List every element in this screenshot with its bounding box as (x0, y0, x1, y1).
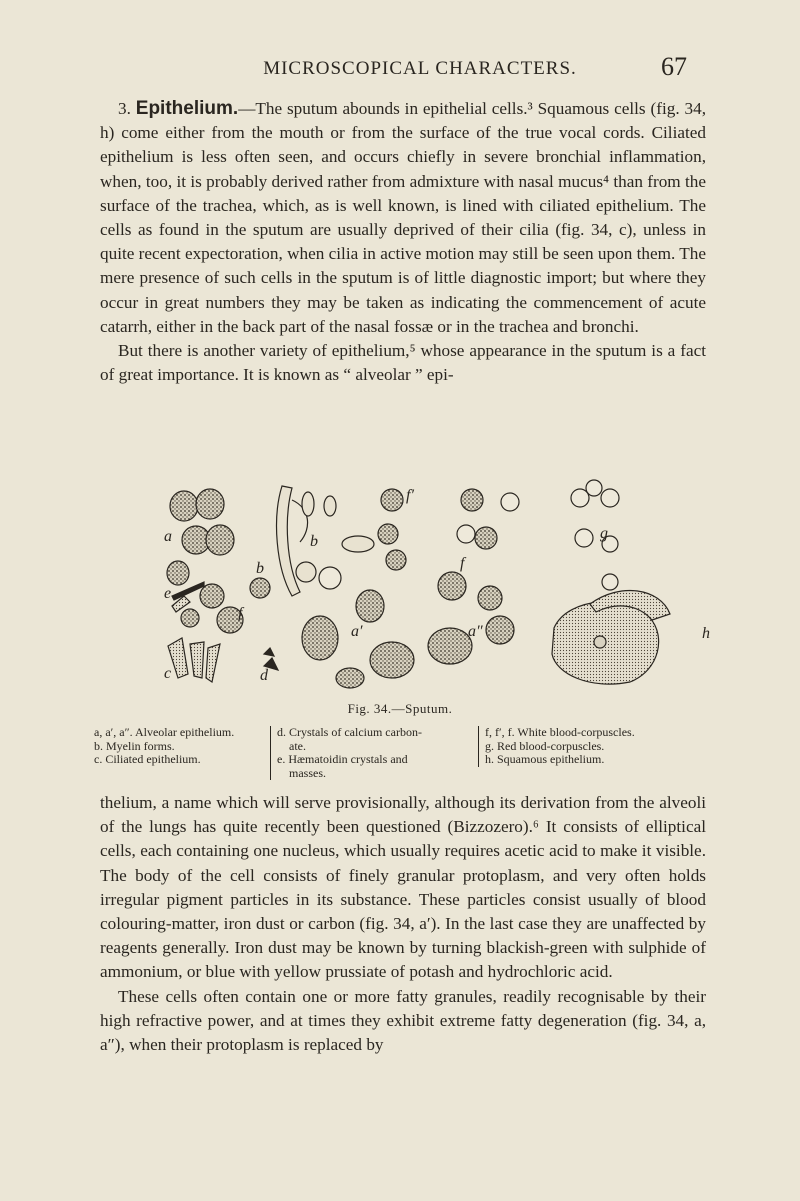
sputum-illustration (160, 478, 720, 690)
legend-column-2 (270, 726, 479, 780)
continuation-paragraph-1: thelium, a name which will serve provisionally, although its derivation from the alveoli of the lungs has quite recently been questioned (Bizzozero).⁶ It consists of elliptical cells, each containing one nucleus, which usually requires acetic acid to make it visible. The body of the cell consists of finely granular protoplasm, and very often holds irregular pigment particles in its substance. These particles consist usually of blood colouring-matter, iron dust or carbon (fig. 34, a′). In the last case they are unaffected by reagents generally. Iron dust may be known by turning blackish-green with sulphide of ammonium, or blue with yellow prussiate of potash and hydrochloric acid. (100, 793, 706, 982)
label-d: d (260, 667, 268, 684)
continuation-text (100, 791, 706, 1057)
paragraph-1 (100, 97, 706, 339)
section-epithelium (100, 97, 706, 387)
label-a: a (164, 528, 172, 545)
legend-item-squamous: h. Squamous epithelium. (485, 752, 605, 766)
legend-item-myelin: b. Myelin forms. (94, 738, 175, 753)
label-f-1: f (238, 605, 243, 622)
paragraph-2: But there is another variety of epithelium,⁵ whose appearance in the sputum is a fact of great importance. It is known as “ alveolar ” epi- (100, 341, 706, 385)
alveolar-cells-group (167, 489, 243, 633)
paragraph-1-text: —The sputum abounds in epithelial cells.³ Squamous cells (fig. 34, h) come either from the mouth or from the surface of the true vocal cords. Ciliated epithelium is less often seen, and occurs chiefly in severe bronchial inflammation, when, too, it is probably derived rather from admixture with nasal mucus⁴ than from the surface of the trachea, which, as is well known, is lined with ciliated epithelium. The cells as found in the sputum are usually deprived of their cilia (fig. 34, c), unless in quite recent expectoration, when cilia in active motion may still be seen upon them. The mere presence of such cells in the sputum is of little diagnostic import; but where they occur in great numbers they may be taken as indicating the commencement of acute catarrh, either in the back part of the nasal fossæ or in the trachea and bronchi. (100, 99, 706, 336)
legend-item-haematoidin: e. Hæmatoidin crystals and (277, 752, 408, 766)
label-f-2: f (460, 555, 465, 572)
legend-item-red-corpuscles: g. Red blood-corpuscles. (485, 738, 605, 753)
label-c: c (164, 665, 172, 682)
label-f-prime: f′ (406, 487, 414, 504)
label-a-prime: a′ (351, 623, 363, 640)
legend-column-3 (478, 726, 707, 767)
ciliated-epithelium (168, 596, 220, 682)
legend-item-haematoidin-cont: masses. (289, 765, 326, 780)
legend-item-alveolar: a, a′, a″. Alveolar epithelium. (94, 725, 235, 739)
running-title: MICROSCOPICAL CHARACTERS. (263, 58, 577, 79)
squamous-epithelium (552, 591, 670, 685)
label-b-2: b (310, 533, 318, 550)
figure-caption: Fig. 34.—Sputum. (347, 701, 453, 716)
continuation-paragraph-2: These cells often contain one or more fatty granules, readily recognisable by their high refractive power, and at times they exhibit extreme fatty degeneration (fig. 34, a, a″), when their protoplasm is replaced by (100, 986, 706, 1055)
label-h: h (702, 625, 710, 642)
legend-item-calcium: d. Crystals of calcium carbon- (277, 725, 422, 739)
label-e: e (164, 585, 172, 602)
page-number: 67 (661, 52, 687, 81)
label-g: g (600, 525, 608, 542)
label-a-double-prime: a″ (468, 623, 483, 640)
legend-column-1 (94, 726, 266, 767)
legend-item-calcium-cont: ate. (289, 738, 306, 753)
section-number: 3. (118, 99, 131, 118)
legend-item-white-corpuscles: f, f′, f. White blood-corpuscles. (485, 725, 635, 739)
figure-34-sputum (160, 478, 720, 690)
section-title: Epithelium. (135, 98, 239, 119)
label-b-1: b (256, 560, 264, 577)
legend-item-ciliated: c. Ciliated epithelium. (94, 752, 201, 766)
